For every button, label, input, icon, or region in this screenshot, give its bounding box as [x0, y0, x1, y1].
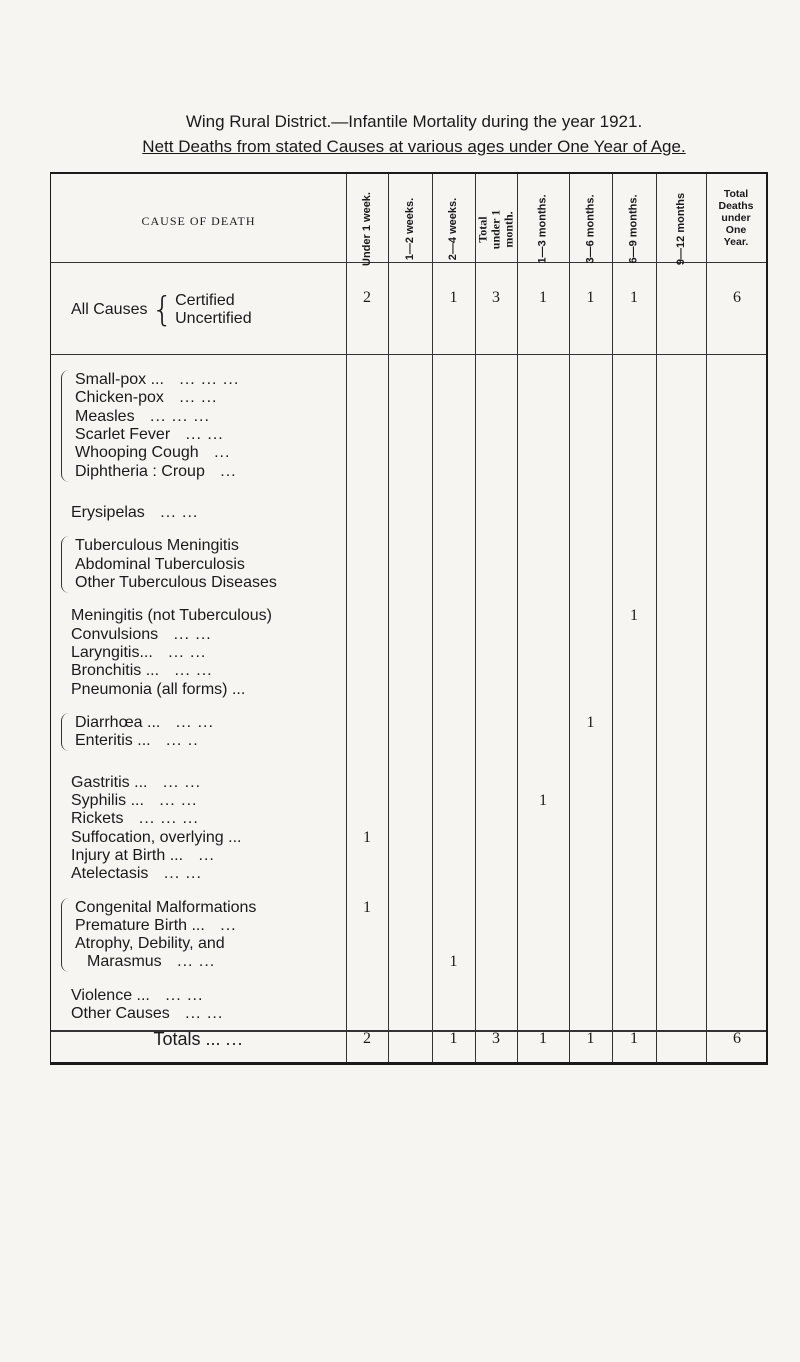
cause-row-value: 1 — [449, 953, 458, 970]
cause-row-label — [71, 828, 241, 848]
leader-dots: ... ... — [180, 426, 224, 443]
cause-row-label — [71, 643, 206, 663]
cause-row-label — [71, 986, 203, 1006]
all-causes-label — [71, 288, 252, 332]
totals-value: 1 — [449, 1030, 458, 1047]
cause-name: Rickets — [71, 810, 124, 827]
cause-name: Small-pox ... — [75, 371, 164, 388]
brace-icon: { — [151, 290, 174, 330]
column-header — [569, 180, 612, 278]
cause-row-label — [75, 370, 239, 390]
leader-dots: ... ... — [153, 792, 198, 809]
column-header — [656, 180, 706, 278]
column-divider — [517, 174, 518, 1062]
cause-name: Erysipelas — [71, 504, 145, 521]
document-title: Wing Rural District.—Infantile Mortality during the year 1921. — [185, 112, 643, 131]
cause-row-label — [71, 503, 198, 523]
leader-dots: ... — [193, 847, 215, 864]
all-causes-value: 3 — [492, 289, 500, 306]
cause-row-label — [75, 916, 237, 936]
column-divider — [612, 174, 613, 1062]
cause-row-label — [71, 625, 212, 645]
totals-value: 6 — [733, 1030, 741, 1047]
cause-name: Diarrhœa ... — [75, 714, 161, 731]
column-header — [388, 180, 432, 278]
cause-name: Scarlet Fever — [75, 426, 171, 443]
certified-label: Certified — [175, 292, 235, 309]
group-brace-icon — [61, 898, 72, 972]
header-total-line: Year. — [723, 236, 749, 248]
leader-dots: ... ... — [159, 987, 204, 1004]
column-header-text: Under 1 week. — [361, 192, 374, 266]
cause-name: Syphilis ... — [71, 792, 144, 809]
totals-value: 1 — [539, 1030, 547, 1047]
row-divider — [51, 1030, 766, 1032]
cause-row-label — [71, 680, 245, 700]
group-brace-icon — [61, 370, 72, 482]
totals-value: 1 — [586, 1030, 595, 1047]
cause-row-value: 1 — [630, 607, 638, 624]
column-header — [475, 180, 517, 278]
cause-name: Meningitis (not Tuberculous) — [71, 607, 272, 624]
all-causes-value: 1 — [586, 289, 595, 306]
cause-name: Premature Birth ... — [75, 917, 205, 934]
cause-name: Tuberculous Meningitis — [75, 537, 239, 554]
cause-row-label — [75, 573, 277, 593]
header-total-line: Deaths — [718, 200, 754, 212]
column-divider — [656, 174, 657, 1062]
cause-name: Whooping Cough — [75, 444, 199, 461]
cause-name: Measles — [75, 408, 135, 425]
cause-row-label — [71, 846, 215, 866]
document-subtitle: Nett Deaths from stated Causes at various ages under One Year of Age. — [142, 137, 686, 156]
cause-name: Gastritis ... — [71, 774, 148, 791]
column-divider — [388, 174, 389, 1062]
leader-dots: ... ... ... — [133, 810, 199, 827]
cause-name: Violence ... — [71, 987, 150, 1004]
column-header-text: 2—4 weeks. — [447, 197, 460, 261]
cause-row-label — [75, 713, 214, 733]
cause-row-label — [75, 934, 225, 954]
column-header — [432, 180, 475, 278]
cause-name: Injury at Birth ... — [71, 847, 184, 864]
totals-dots: ... — [225, 1029, 244, 1049]
column-header-text: 3—6 months. — [584, 194, 597, 264]
column-divider — [706, 174, 707, 1062]
header-cause-of-death: CAUSE OF DEATH — [141, 214, 256, 228]
cause-row-label — [71, 1004, 223, 1024]
all-causes-value: 6 — [733, 289, 741, 306]
cause-row-label — [71, 606, 272, 626]
leader-dots: ... ... — [158, 865, 202, 882]
leader-dots: ... ... — [179, 1005, 224, 1022]
leader-dots: ... ... — [168, 626, 212, 643]
cause-name: Convulsions — [71, 626, 159, 643]
cause-name: Congenital Malformations — [75, 899, 257, 916]
cause-row-label — [87, 952, 215, 972]
cause-row-label — [75, 731, 199, 751]
totals-value: 1 — [630, 1030, 638, 1047]
group-brace-icon — [61, 536, 72, 593]
cause-row-value: 1 — [586, 714, 595, 731]
leader-dots: ... ... — [162, 644, 207, 661]
leader-dots: ... — [214, 917, 237, 934]
column-header-text: Total under 1 month. — [475, 209, 516, 249]
totals-value: 2 — [363, 1030, 371, 1047]
cause-row-label — [75, 555, 245, 575]
cause-name: Chicken-pox — [75, 389, 164, 406]
leader-dots: ... — [208, 444, 231, 461]
leader-dots: ... .. — [160, 732, 199, 749]
cause-row-label — [75, 443, 230, 463]
leader-dots: ... ... ... — [173, 371, 240, 388]
column-header — [346, 180, 388, 278]
leader-dots: ... — [214, 463, 237, 480]
column-header-text: 9—12 months — [675, 192, 688, 266]
cause-row-value: 1 — [363, 829, 371, 846]
cause-row-label — [71, 661, 213, 681]
cause-name: Enteritis ... — [75, 732, 151, 749]
column-header — [517, 180, 569, 278]
group-brace-icon — [61, 713, 72, 751]
totals-text: Totals ... — [153, 1029, 221, 1049]
cause-name: Laryngitis... — [71, 644, 153, 661]
cause-row-label — [71, 773, 201, 793]
leader-dots: ... ... — [170, 714, 214, 731]
leader-dots: ... ... — [173, 389, 218, 406]
cause-name: Atrophy, Debility, and — [75, 935, 225, 952]
cause-name: Atelectasis — [71, 865, 149, 882]
cause-name: Other Causes — [71, 1005, 170, 1022]
column-header-text: 1—3 months. — [537, 194, 550, 264]
column-header-text: 6—9 months. — [628, 194, 641, 264]
cause-name: Abdominal Tuberculosis — [75, 556, 245, 573]
cause-name: Other Tuberculous Diseases — [75, 574, 277, 591]
cause-name: Marasmus — [87, 953, 162, 970]
cause-name: Suffocation, overlying ... — [71, 829, 242, 846]
leader-dots: ... ... — [169, 662, 213, 679]
uncertified-label: Uncertified — [175, 310, 252, 327]
column-header-text: 1—2 weeks. — [404, 197, 416, 261]
totals-value: 3 — [492, 1030, 500, 1047]
row-divider — [51, 354, 766, 355]
cause-row-label — [71, 864, 202, 884]
totals-label — [51, 1029, 346, 1050]
cause-row-label — [71, 809, 199, 829]
cause-name: Pneumonia (all forms) ... — [71, 681, 246, 698]
leader-dots: ... ... — [154, 504, 199, 521]
cause-row-label — [75, 462, 237, 482]
all-causes-value: 2 — [363, 289, 371, 306]
cause-row-value: 1 — [363, 899, 371, 916]
cause-row-label — [75, 898, 256, 918]
cause-name: Bronchitis ... — [71, 662, 160, 679]
cause-row-label — [71, 791, 197, 811]
cause-row-label — [75, 407, 210, 427]
cause-name: Diphtheria : Croup — [75, 463, 205, 480]
header-total-line: under — [721, 212, 751, 224]
cause-row-label — [75, 536, 239, 556]
leader-dots: ... ... ... — [144, 408, 210, 425]
cause-row-label — [75, 388, 218, 408]
leader-dots: ... ... — [171, 953, 216, 970]
cause-row-label — [75, 425, 224, 445]
column-header — [612, 180, 656, 278]
all-causes-value: 1 — [539, 289, 547, 306]
all-causes-value: 1 — [449, 289, 458, 306]
all-causes-text: All Causes — [71, 301, 148, 318]
header-total-line: One — [725, 224, 747, 236]
header-total-deaths — [706, 188, 766, 248]
mortality-table — [50, 172, 768, 1065]
cause-row-value: 1 — [539, 792, 547, 809]
leader-dots: ... ... — [157, 774, 202, 791]
all-causes-value: 1 — [630, 289, 638, 306]
header-total-line: Total — [723, 188, 749, 200]
